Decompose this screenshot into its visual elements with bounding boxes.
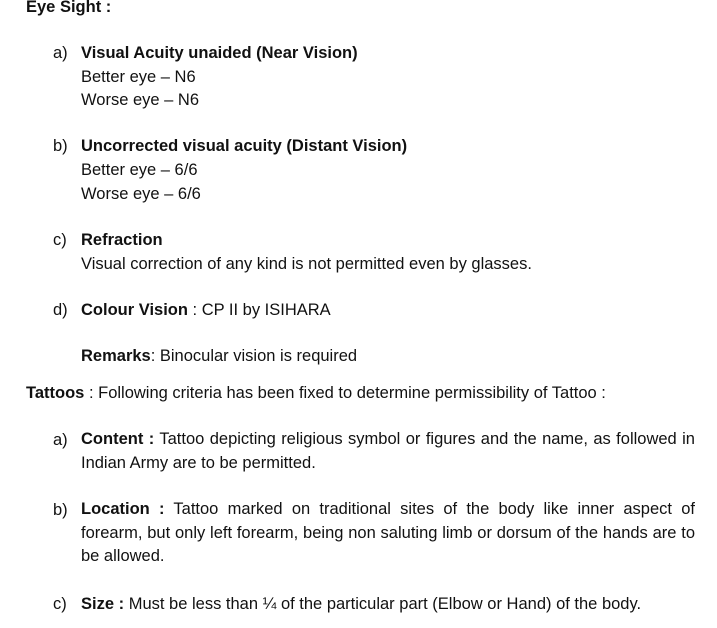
tattoo-item-a-label: a) xyxy=(53,431,68,449)
remarks-line xyxy=(81,346,357,366)
tattoo-item-b-title: Location : xyxy=(81,500,165,518)
eye-sight-item-b-line-1: Better eye – 6/6 xyxy=(81,161,198,179)
eye-sight-item-b-label: b) xyxy=(53,137,68,155)
tattoo-item-c-text: Must be less than ¼ of the particular part (Elbow or Hand) of the body. xyxy=(128,595,642,613)
eye-sight-item-c-title: Refraction xyxy=(81,231,163,249)
eye-sight-item-c-label: c) xyxy=(53,231,67,249)
tattoo-item-a-title: Content : xyxy=(81,430,155,448)
tattoo-item-c-body xyxy=(81,594,641,614)
eye-sight-item-d-value: : CP II by ISIHARA xyxy=(187,301,331,319)
tattoo-item-a-body xyxy=(81,428,695,475)
tattoo-item-b-body xyxy=(81,498,695,569)
tattoos-heading: Tattoos xyxy=(26,384,85,402)
eye-sight-heading: Eye Sight : xyxy=(26,0,112,16)
eye-sight-item-d-label: d) xyxy=(53,301,68,319)
eye-sight-item-a-line-2: Worse eye – N6 xyxy=(81,91,199,109)
eye-sight-item-a-title: Visual Acuity unaided (Near Vision) xyxy=(81,44,358,62)
eye-sight-item-d-title: Colour Vision xyxy=(81,301,188,319)
tattoo-item-c-title: Size : xyxy=(81,595,125,613)
tattoos-intro-line xyxy=(26,383,606,403)
tattoo-item-a-text: Tattoo depicting religious symbol or figures and the name, as followed in Indian Army are to be permitted. xyxy=(81,430,695,472)
tattoos-intro: : Following criteria has been fixed to determine permissibility of Tattoo : xyxy=(84,384,606,402)
eye-sight-item-b-line-2: Worse eye – 6/6 xyxy=(81,185,201,203)
eye-sight-item-d-text xyxy=(81,300,331,320)
tattoo-item-c-label: c) xyxy=(53,595,67,613)
eye-sight-item-c-line-1: Visual correction of any kind is not permitted even by glasses. xyxy=(81,255,532,273)
eye-sight-item-a-label: a) xyxy=(53,44,68,62)
tattoo-item-b-label: b) xyxy=(53,501,68,519)
tattoo-item-b-text: Tattoo marked on traditional sites of the body like inner aspect of forearm, but only left forearm, being non saluting limb or dorsum of the hands are to be allowed. xyxy=(81,500,695,565)
eye-sight-item-b-title: Uncorrected visual acuity (Distant Vision) xyxy=(81,137,408,155)
remarks-text: : Binocular vision is required xyxy=(150,347,358,365)
eye-sight-item-a-line-1: Better eye – N6 xyxy=(81,68,196,86)
remarks-label: Remarks xyxy=(81,347,151,365)
